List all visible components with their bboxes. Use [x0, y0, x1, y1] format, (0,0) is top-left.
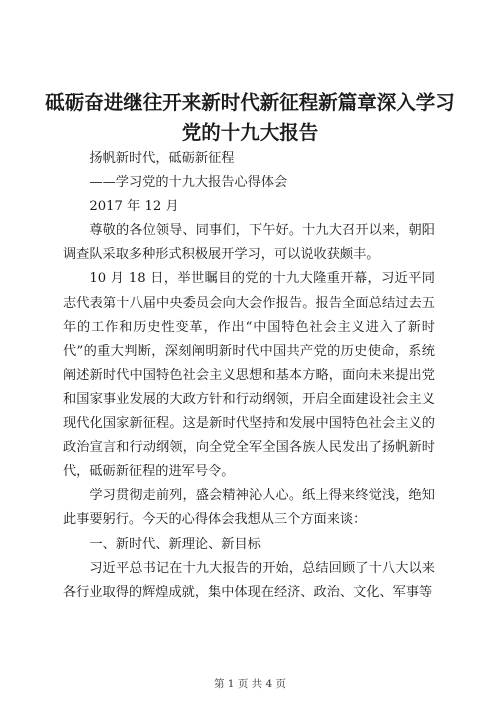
paragraph: 习近平总书记在十九大报告的开始，总结回顾了十八大以来各行业取得的辉煌成就，集中体现在经济、政治、文化、军事等 — [63, 560, 435, 600]
page-footer: 第 1 页 共 4 页 — [213, 678, 287, 690]
paragraph: 尊敬的各位领导、同事们，下午好。十九大召开以来，朝阳调查队采取多种形式积极展开学习，可以说收获颇丰。 — [63, 223, 435, 263]
document-date: 2017 年 12 月 — [89, 199, 179, 215]
document-title: 砥砺奋进继往开来新时代新征程新篇章深入学习党的十九大报告 — [45, 91, 455, 144]
document-body — [63, 147, 435, 605]
paragraph: 10 月 18 日，举世瞩目的党的十九大隆重开幕，习近平同志代表第十八届中央委员会向大会作报告。报告全面总结过去五年的工作和历史性变革，作出“中国特色社会主义进入了新时代”的重大判断，深刻阐明新时代中国共产党的历史使命，系统阐述新时代中国特色社会主义思想和基本方略，面向未来提出党和国家事业发展的大政方针和行动纲领，开启全面建设社会主义现代化国家新征程。这是新时代坚持和发展中国特色社会主义的政治宣言和行动纲领，向全党全军全国各族人民发出了扬帆新时代，砥砺新征程的进军号令。 — [63, 271, 435, 480]
paragraph: 学习贯彻走前列，盛会精神沁人心。纸上得来终觉浅，绝知此事要躬行。今天的心得体会我想从三个方面来谈： — [63, 488, 435, 528]
subtitle-secondary: ——学习党的十九大报告心得体会 — [89, 175, 288, 191]
subtitle: 扬帆新时代，砥砺新征程 — [89, 151, 235, 166]
section-heading: 一、新时代、新理论、新目标 — [89, 536, 261, 552]
